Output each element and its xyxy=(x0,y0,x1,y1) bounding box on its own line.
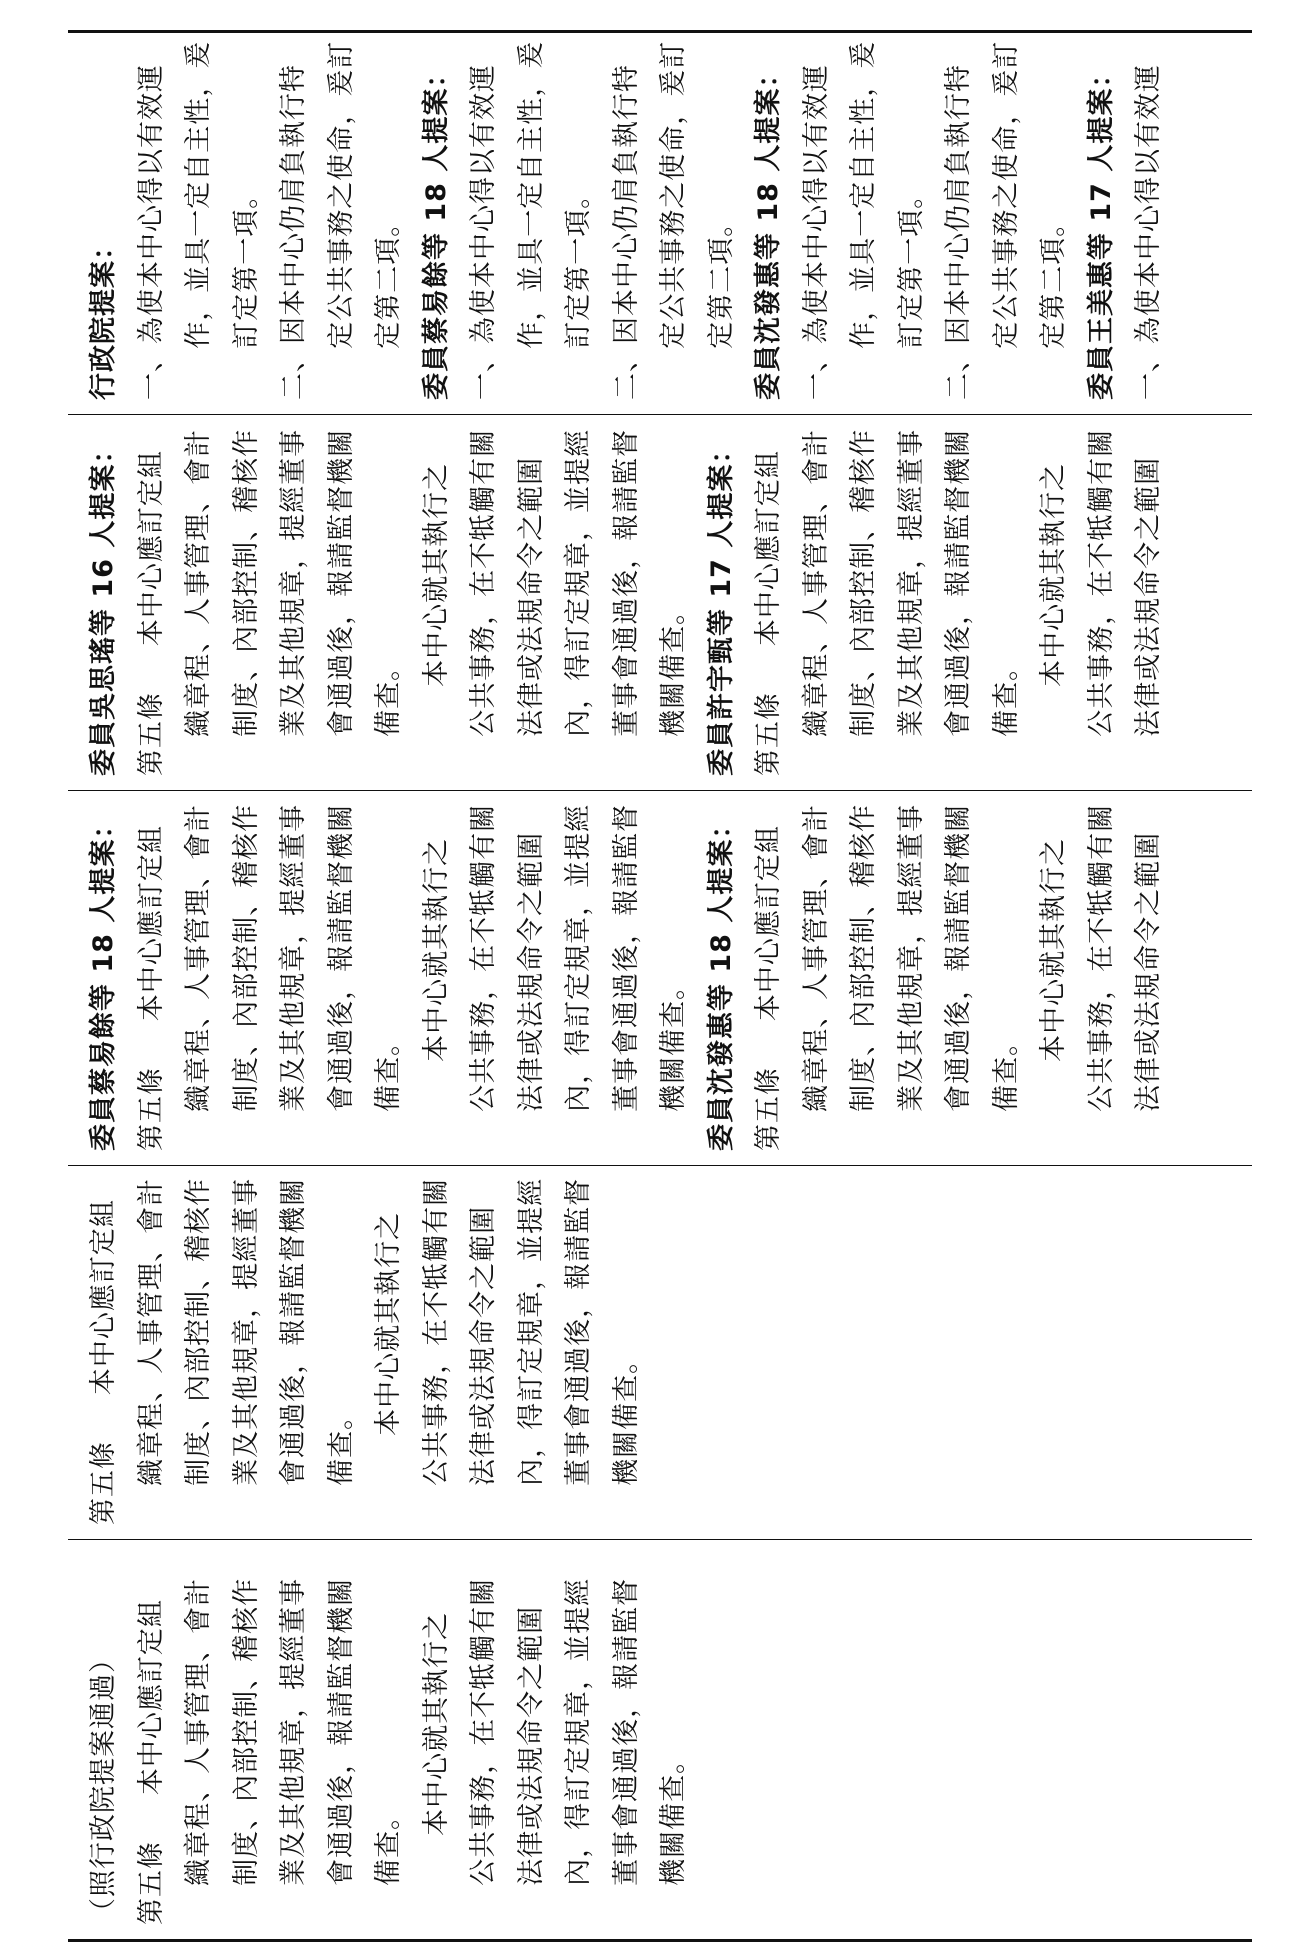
article-text: 本中心應訂定組 xyxy=(88,1199,119,1396)
text-line: 內，得訂定規章，並提經 xyxy=(563,428,594,737)
text-line: 本中心就其執行之 xyxy=(420,1611,452,1836)
text-line: 會通過後，報請監督機關 xyxy=(325,428,357,737)
text-line: 法律或法規命令之範圍 xyxy=(1133,456,1164,737)
text-line: 定公共事務之使命，爰訂 xyxy=(325,40,357,349)
text-line: 機關備查。 xyxy=(658,971,689,1112)
article-text: 本中心應訂定組 xyxy=(753,450,784,647)
proposal-heading: 委員沈發惠等 18 人提案： xyxy=(705,810,737,1151)
article-number: 第五條 xyxy=(753,692,784,776)
text-line: 內，得訂定規章，並提經 xyxy=(563,1577,594,1886)
article-text: 本中心應訂定組 xyxy=(753,825,784,1022)
text-line: 業及其他規章，提經董事 xyxy=(278,428,309,737)
text-line: 備查。 xyxy=(373,1801,404,1886)
text-line: 會通過後，報請監督機關 xyxy=(325,803,357,1112)
cell-text xyxy=(68,33,1252,414)
text-line: 備查。 xyxy=(990,1027,1022,1112)
text-line: 業及其他規章，提經董事 xyxy=(230,1177,262,1486)
comparison-table xyxy=(68,30,1252,1942)
text-line xyxy=(128,415,176,776)
text-line: 織章程、人事管理、會計 xyxy=(183,803,214,1112)
text-line: 定第二項。 xyxy=(1038,208,1069,349)
text-line: 會通過後，報請監督機關 xyxy=(943,428,974,737)
text-line: 法律或法規命令之範圍 xyxy=(468,1205,499,1486)
text-line xyxy=(128,791,176,1151)
proposal-heading: 委員蔡易餘等 18 人提案： xyxy=(420,59,452,400)
text-line: 一、為使本中心得以有效運 xyxy=(800,64,832,400)
text-line: 定公共事務之使命，爰訂 xyxy=(990,40,1022,349)
article-text: 本中心應訂定組 xyxy=(135,450,167,647)
text-line: 本中心就其執行之 xyxy=(1038,462,1069,687)
text-line: 機關備查。 xyxy=(658,596,689,737)
article-number: 第五條 xyxy=(135,1841,167,1925)
text-line: 業及其他規章，提經董事 xyxy=(278,803,309,1112)
proposal-heading: 委員蔡易餘等 18 人提案： xyxy=(88,810,119,1151)
text-line xyxy=(128,1540,176,1925)
text-line: 公共事務，在不牴觸有關 xyxy=(468,803,499,1112)
text-line: 本中心就其執行之 xyxy=(420,837,452,1062)
text-line: 本中心就其執行之 xyxy=(373,1211,404,1436)
text-line: 一、為使本中心得以有效運 xyxy=(468,64,499,400)
text-line: 業及其他規章，提經董事 xyxy=(895,428,927,737)
text-line: 織章程、人事管理、會計 xyxy=(135,1177,167,1486)
text-line: 織章程、人事管理、會計 xyxy=(800,803,832,1112)
table-row-explanation xyxy=(68,33,1252,414)
text-line: 訂定第一項。 xyxy=(895,180,927,349)
proposal-heading: 委員吳思瑤等 16 人提案： xyxy=(88,435,119,776)
text-line: 制度、內部控制、稽核作 xyxy=(230,428,262,737)
text-line: 訂定第一項。 xyxy=(230,180,262,349)
table-row-resolution xyxy=(68,1539,1252,1939)
text-line: 制度、內部控制、稽核作 xyxy=(230,803,262,1112)
text-line: 業及其他規章，提經董事 xyxy=(895,803,927,1112)
text-line: 二、因本中心仍肩負執行特 xyxy=(943,64,974,400)
text-line: 制度、內部控制、稽核作 xyxy=(848,428,879,737)
text-line: 會通過後，報請監督機關 xyxy=(943,803,974,1112)
text-line: 公共事務，在不牴觸有關 xyxy=(420,1177,452,1486)
text-line: 作，並具一定自主性，爰 xyxy=(183,40,214,349)
table-row-proposals-a xyxy=(68,414,1252,790)
text-line: 備查。 xyxy=(373,1027,404,1112)
cell-text xyxy=(68,791,1252,1165)
text-line xyxy=(745,415,793,776)
text-line: 公共事務，在不牴觸有關 xyxy=(468,1577,499,1886)
text-line xyxy=(745,791,793,1151)
text-line: 法律或法規命令之範圍 xyxy=(1133,831,1164,1112)
text-line: 公共事務，在不牴觸有關 xyxy=(1085,803,1117,1112)
text-line: 法律或法規命令之範圍 xyxy=(515,831,547,1112)
text-line: 本中心就其執行之 xyxy=(1038,837,1069,1062)
text-line: 業及其他規章，提經董事 xyxy=(278,1577,309,1886)
cell-text xyxy=(68,1166,1252,1539)
text-line: 公共事務，在不牴觸有關 xyxy=(468,428,499,737)
text-line: 作，並具一定自主性，爰 xyxy=(848,40,879,349)
text-line: 法律或法規命令之範圍 xyxy=(515,1605,547,1886)
proposal-heading: 行政院提案： xyxy=(88,232,119,400)
article-number: 第五條 xyxy=(135,1067,167,1151)
text-line: 織章程、人事管理、會計 xyxy=(183,428,214,737)
text-line: 備查。 xyxy=(990,652,1022,737)
text-line: 制度、內部控制、稽核作 xyxy=(230,1577,262,1886)
text-line: 內，得訂定規章，並提經 xyxy=(515,1177,547,1486)
text-line: 作，並具一定自主性，爰 xyxy=(515,40,547,349)
text-line: 一、為使本中心得以有效運 xyxy=(135,64,167,400)
text-line: 備查。 xyxy=(325,1401,357,1486)
text-line: 會通過後，報請監督機關 xyxy=(325,1577,357,1886)
text-line: 訂定第一項。 xyxy=(563,180,594,349)
text-line: 董事會通過後，報請監督 xyxy=(610,1577,642,1886)
text-line: 董事會通過後，報請監督 xyxy=(610,428,642,737)
text-line: 織章程、人事管理、會計 xyxy=(800,428,832,737)
article-text: 本中心應訂定組 xyxy=(135,1599,167,1796)
text-line: 法律或法規命令之範圍 xyxy=(515,456,547,737)
text-line: 內，得訂定規章，並提經 xyxy=(563,803,594,1112)
article-number: 第五條 xyxy=(88,1441,119,1525)
cell-text xyxy=(68,1540,1252,1939)
text-line: 機關備查。 xyxy=(658,1745,689,1886)
text-line xyxy=(80,1166,128,1525)
table-row-executive-yuan-text xyxy=(68,1165,1252,1539)
text-line: 董事會通過後，報請監督 xyxy=(563,1177,594,1486)
text-line: 定公共事務之使命，爰訂 xyxy=(658,40,689,349)
article-text: 本中心應訂定組 xyxy=(135,825,167,1022)
table-row-proposals-b xyxy=(68,790,1252,1165)
proposal-heading: 委員許宇甄等 17 人提案： xyxy=(705,435,737,776)
text-line: 定第二項。 xyxy=(705,208,737,349)
text-line: 一、為使本中心得以有效運 xyxy=(1133,64,1164,400)
proposal-heading: 委員沈發惠等 18 人提案： xyxy=(753,59,784,400)
text-line: 董事會通過後，報請監督 xyxy=(610,803,642,1112)
text-line: （照行政院提案通過） xyxy=(88,1645,119,1925)
article-number: 第五條 xyxy=(135,692,167,776)
text-line: 機關備查。 xyxy=(610,1345,642,1486)
cell-text xyxy=(68,415,1252,790)
text-line: 織章程、人事管理、會計 xyxy=(183,1577,214,1886)
text-line: 制度、內部控制、稽核作 xyxy=(848,803,879,1112)
text-line: 二、因本中心仍肩負執行特 xyxy=(610,64,642,400)
text-line: 公共事務，在不牴觸有關 xyxy=(1085,428,1117,737)
text-line: 會通過後，報請監督機關 xyxy=(278,1177,309,1486)
proposal-heading: 委員王美惠等 17 人提案： xyxy=(1085,59,1117,400)
text-line: 本中心就其執行之 xyxy=(420,462,452,687)
text-line: 二、因本中心仍肩負執行特 xyxy=(278,64,309,400)
text-line: 制度、內部控制、稽核作 xyxy=(183,1177,214,1486)
text-line: 備查。 xyxy=(373,652,404,737)
article-number: 第五條 xyxy=(753,1067,784,1151)
text-line: 定第二項。 xyxy=(373,208,404,349)
